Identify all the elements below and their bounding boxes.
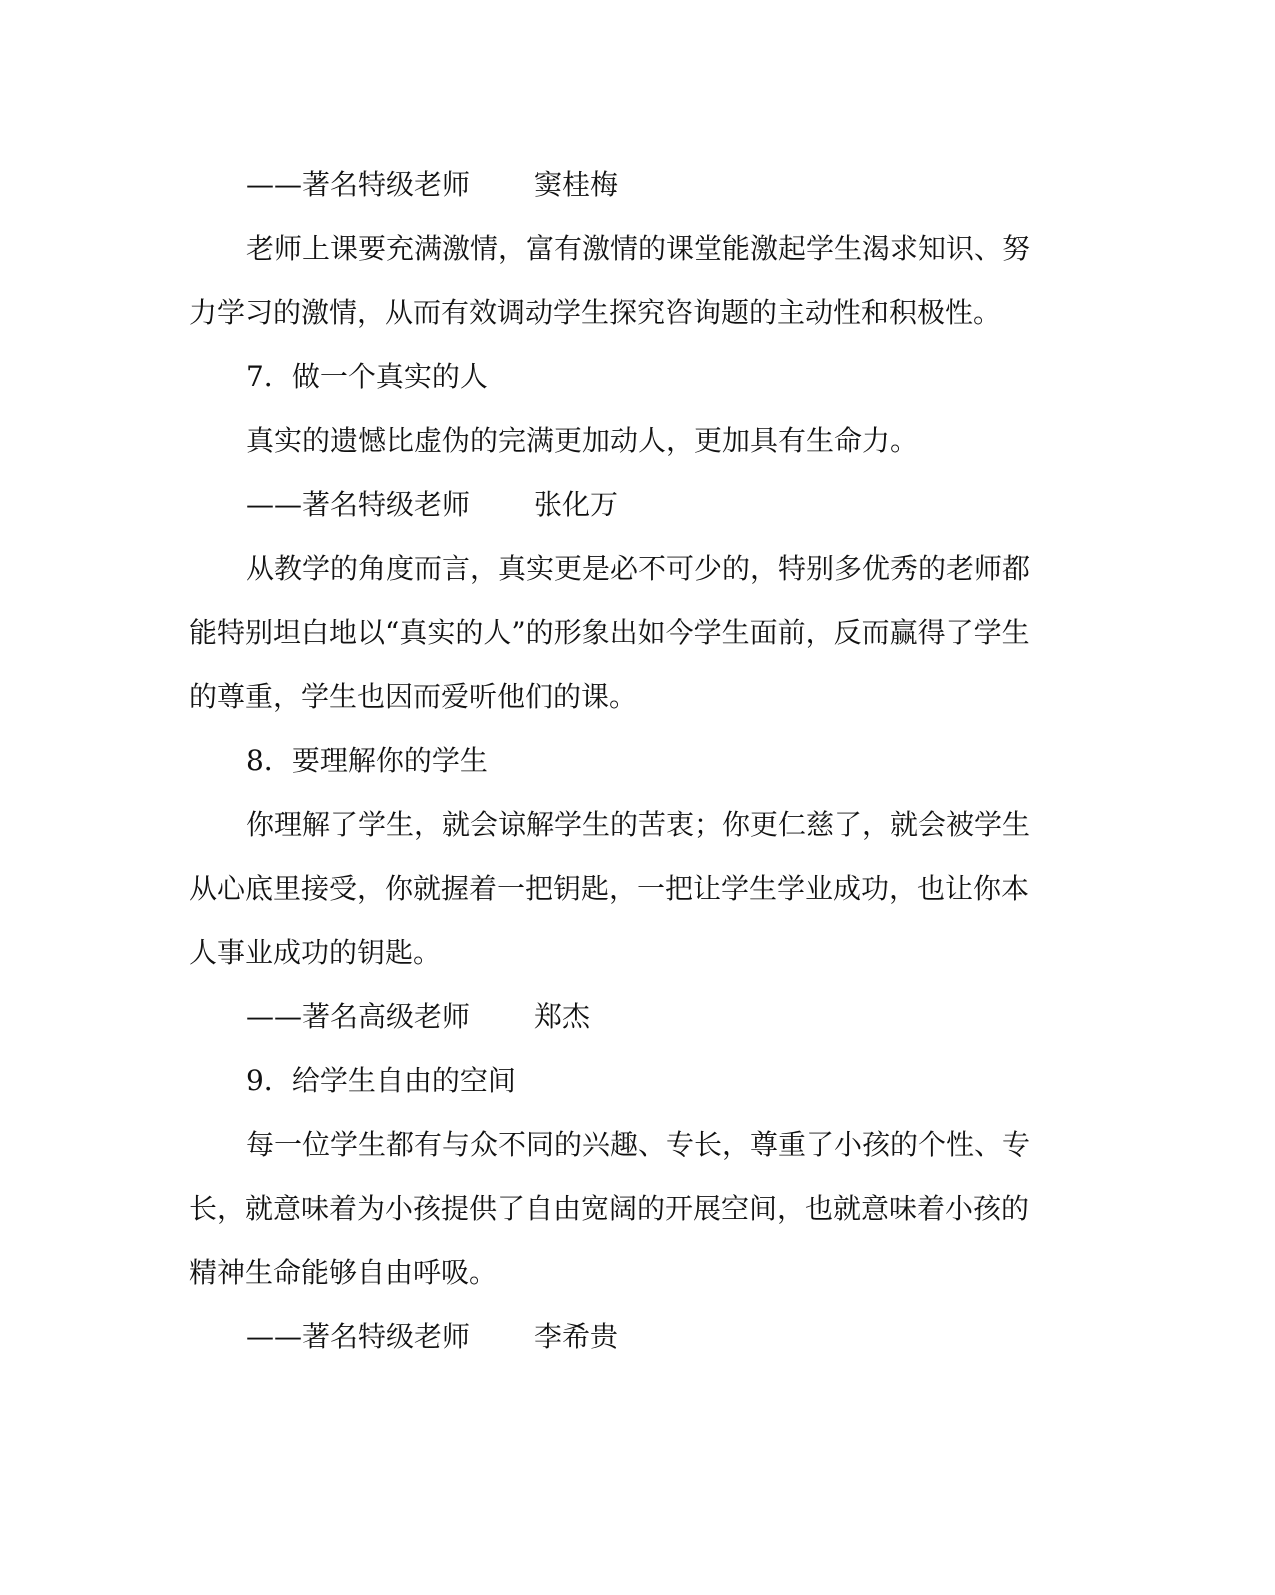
paragraph-line: 老师上课要充满激情，富有激情的课堂能激起学生渴求知识、努	[246, 232, 1031, 265]
attribution-title: ——著名特级老师	[246, 168, 471, 201]
attribution-line	[246, 1319, 619, 1355]
paragraph-line: 从教学的角度而言，真实更是必不可少的，特别多优秀的老师都	[246, 552, 1031, 585]
attribution-name: 窦桂梅	[534, 168, 619, 201]
paragraph-line: 长，就意味着为小孩提供了自由宽阔的开展空间，也就意味着小孩的	[189, 1192, 1030, 1225]
attribution-name: 李希贵	[534, 1320, 619, 1353]
attribution-title: ——著名特级老师	[246, 1320, 471, 1353]
section-heading: 8．要理解你的学生	[246, 744, 488, 777]
paragraph-line: 精神生命能够自由呼吸。	[189, 1256, 498, 1289]
paragraph-line: 的尊重，学生也因而爱听他们的课。	[189, 680, 638, 713]
paragraph-line: 能特别坦白地以“真实的人”的形象出如今学生面前，反而赢得了学生	[189, 616, 1030, 649]
attribution-name: 郑杰	[534, 1000, 591, 1033]
attribution-line	[246, 999, 591, 1035]
paragraph-line: 力学习的激情，从而有效调动学生探究咨询题的主动性和积极性。	[189, 296, 1002, 329]
section-heading: 9．给学生自由的空间	[246, 1064, 516, 1097]
attribution-line	[246, 167, 619, 203]
paragraph-line: 真实的遗憾比虚伪的完满更加动人，更加具有生命力。	[246, 424, 919, 457]
paragraph-line: 从心底里接受，你就握着一把钥匙，一把让学生学业成功，也让你本	[189, 872, 1030, 905]
attribution-title: ——著名高级老师	[246, 1000, 471, 1033]
paragraph-line: 每一位学生都有与众不同的兴趣、专长，尊重了小孩的个性、专	[246, 1128, 1031, 1161]
paragraph-line: 你理解了学生，就会谅解学生的苦衷；你更仁慈了，就会被学生	[246, 808, 1031, 841]
attribution-name: 张化万	[534, 488, 619, 521]
attribution-line	[246, 487, 619, 523]
attribution-title: ——著名特级老师	[246, 488, 471, 521]
paragraph-line: 人事业成功的钥匙。	[189, 936, 442, 969]
section-heading: 7．做一个真实的人	[246, 360, 488, 393]
